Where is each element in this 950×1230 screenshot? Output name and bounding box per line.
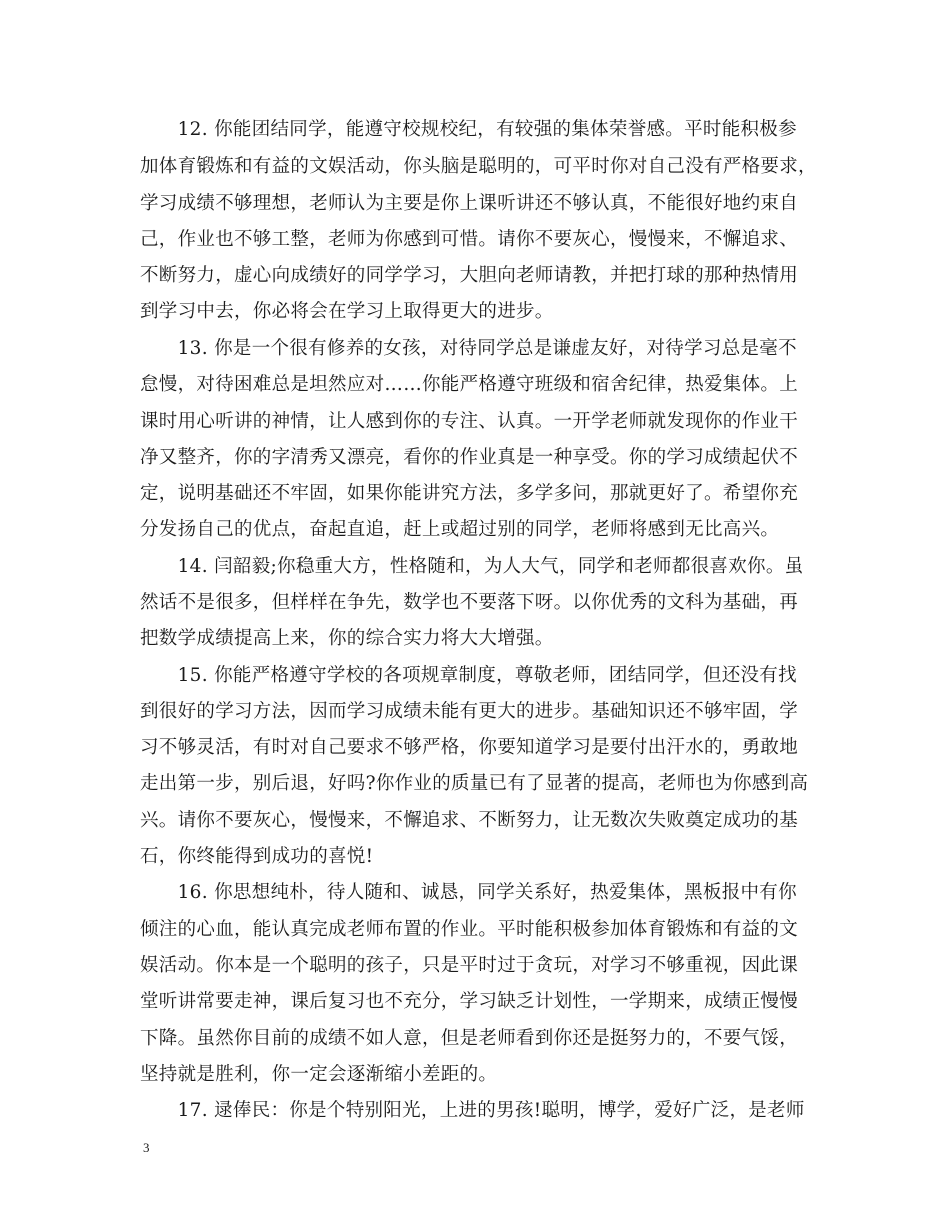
text-line: 习不够灵活，有时对自己要求不够严格，你要知道学习是要付出汗水的，勇敢地 xyxy=(140,737,799,758)
text-line: 到学习中去，你必将会在学习上取得更大的进步。 xyxy=(140,301,554,322)
text-line: 倾注的心血，能认真完成老师布置的作业。平时能积极参加体育锻炼和有益的文 xyxy=(140,919,799,940)
text-line: 学习成绩不够理想，老师认为主要是你上课听讲还不够认真，不能很好地约束自 xyxy=(140,193,799,214)
text-line: 娱活动。你本是一个聪明的孩子，只是平时过于贪玩，对学习不够重视，因此课 xyxy=(140,955,799,976)
text-line: 下降。虽然你目前的成绩不如人意，但是老师看到你还是挺努力的，不要气馁， xyxy=(140,1028,799,1049)
text-line: 到很好的学习方法，因而学习成绩未能有更大的进步。基础知识还不够牢固，学 xyxy=(140,701,799,722)
text-line: 12. 你能团结同学，能遵守校规校纪，有较强的集体荣誉感。平时能积极参 xyxy=(140,119,797,140)
text-line: 17. 逯俸民：你是个特别阳光，上进的男孩!聪明，博学，爱好广泛，是老师 xyxy=(140,1100,805,1121)
text-line: 加体育锻炼和有益的文娱活动，你头脑是聪明的，可平时你对自己没有严格要求， xyxy=(140,156,817,177)
text-line: 堂听讲常要走神，课后复习也不充分，学习缺乏计划性，一学期来，成绩正慢慢 xyxy=(140,991,799,1012)
page-number: 3 xyxy=(143,1140,150,1155)
text-line: 13. 你是一个很有修养的女孩，对待同学总是谦虚友好，对待学习总是毫不 xyxy=(140,338,797,359)
text-line: 16. 你思想纯朴，待人随和、诚恳，同学关系好，热爱集体，黑板报中有你 xyxy=(140,882,797,903)
text-line: 石，你终能得到成功的喜悦! xyxy=(140,846,374,867)
text-line: 己，作业也不够工整，老师为你感到可惜。请你不要灰心，慢慢来，不懈追求、 xyxy=(140,229,799,250)
text-line: 定，说明基础还不牢固，如果你能讲究方法，多学多问，那就更好了。希望你充 xyxy=(140,483,799,504)
text-line: 不断努力，虚心向成绩好的同学学习，大胆向老师请教，并把打球的那种热情用 xyxy=(140,265,799,286)
text-line: 兴。请你不要灰心，慢慢来，不懈追求、不断努力，让无数次失败奠定成功的基 xyxy=(140,810,799,831)
text-line: 然话不是很多，但样样在争先，数学也不要落下呀。以你优秀的文科为基础，再 xyxy=(140,592,799,613)
text-line: 怠慢，对待困难总是坦然应对……你能严格遵守班级和宿舍纪律，热爱集体。上 xyxy=(140,374,799,395)
text-line: 14. 闫韶毅;你稳重大方，性格随和，为人大气，同学和老师都很喜欢你。虽 xyxy=(140,556,804,577)
text-line: 走出第一步，别后退，好吗?你作业的质量已有了显著的提高，老师也为你感到高 xyxy=(140,773,809,794)
text-line: 把数学成绩提高上来，你的综合实力将大大增强。 xyxy=(140,628,554,649)
text-line: 分发扬自己的优点，奋起直追，赶上或超过别的同学，老师将感到无比高兴。 xyxy=(140,519,780,540)
text-line: 净又整齐，你的字清秀又漂亮，看你的作业真是一种享受。你的学习成绩起伏不 xyxy=(140,447,799,468)
text-line: 课时用心听讲的神情，让人感到你的专注、认真。一开学老师就发现你的作业干 xyxy=(140,411,799,432)
text-line: 15. 你能严格遵守学校的各项规章制度，尊敬老师，团结同学，但还没有找 xyxy=(140,665,797,686)
text-line: 坚持就是胜利，你一定会逐渐缩小差距的。 xyxy=(140,1064,498,1085)
